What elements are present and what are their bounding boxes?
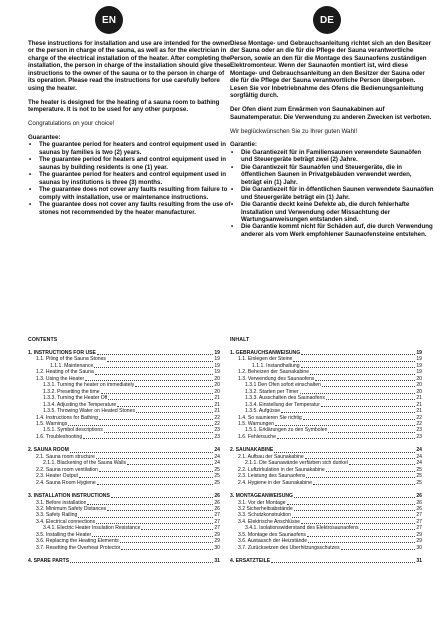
toc-page-number: 23: [416, 427, 422, 434]
toc-entry-title: 3.4.1. Isolationswiderstand des Elektrosaunaofens: [245, 525, 359, 532]
toc-dot-leader: [127, 464, 213, 465]
toc-page-number: 22: [416, 420, 422, 427]
toc-dot-leader: [310, 374, 415, 375]
toc-entry[interactable]: [230, 434, 422, 440]
toc-dot-leader: [120, 542, 214, 543]
toc-page-number: 27: [214, 512, 220, 519]
toc-dot-leader: [87, 504, 213, 505]
toc-page-number: 30: [416, 544, 422, 551]
toc-page-number: 24: [416, 453, 422, 460]
toc-entry-title: 1.5.1. Symbol descriptions: [43, 427, 103, 434]
toc-dot-leader: [292, 517, 415, 518]
toc-dot-leader: [104, 432, 214, 433]
toc-page-number: 21: [416, 395, 422, 402]
toc-page-number: 22: [214, 414, 220, 421]
toc-entry-title: 3.6. Replacing the Heating Elements: [36, 538, 119, 545]
toc-dot-leader: [349, 464, 416, 465]
toc-entry-title: 1.3.3. Turning the Heater Off: [43, 395, 108, 402]
toc-dot-leader: [96, 523, 213, 524]
toc-page-number: 20: [416, 388, 422, 395]
toc-page-number: 25: [416, 479, 422, 486]
toc-entry-title: 2.3. Heater Output: [36, 473, 78, 480]
english-column: [28, 40, 232, 216]
toc-dot-leader: [306, 477, 415, 478]
toc-dot-leader: [307, 536, 415, 537]
contents-title: CONTENTS: [28, 337, 58, 343]
toc-page-number: 27: [214, 525, 220, 532]
toc-entry-title: 3.3. Safety Railing: [36, 512, 78, 519]
toc-dot-leader: [101, 393, 214, 394]
toc-entry-title: 4. ERSATZTEILE: [230, 558, 271, 565]
toc-page-number: 20: [214, 382, 220, 389]
toc-dot-leader: [107, 510, 213, 511]
toc-page-number: 19: [416, 362, 422, 369]
toc-dot-leader: [326, 471, 416, 472]
contents-en: [28, 337, 220, 572]
toc-entry-title: 2.1. Sauna room structure: [36, 453, 95, 460]
toc-dot-leader: [97, 354, 213, 355]
toc-dot-leader: [294, 510, 416, 511]
toc-dot-leader: [315, 380, 415, 381]
toc-page-number: 27: [416, 518, 422, 525]
toc-section: [28, 558, 220, 564]
toc-page-number: 21: [416, 408, 422, 415]
toc-entry-title: 1. GEBRAUCHSANWEISUNG: [230, 350, 301, 356]
guarantee-item: • Die Garantiezeit für in Familiensaunen verwendete Saunaöfen und Steuergeräte beträgt zwei (2) Jahre.: [230, 149, 434, 164]
toc-entry[interactable]: [28, 480, 220, 486]
toc-dot-leader: [83, 438, 213, 439]
toc-page-number: 20: [214, 375, 220, 382]
toc-page-number: 24: [416, 460, 422, 467]
language-badge-de: DE: [313, 6, 341, 34]
toc-entry-title: 1.5. Warnings: [36, 420, 68, 427]
toc-page-number: 24: [214, 453, 220, 460]
toc-dot-leader: [328, 432, 415, 433]
toc-entry-title: 3. MONTAGEANWEISUNG: [230, 493, 294, 500]
toc-dot-leader: [121, 549, 213, 550]
toc-entry-title: 2.4. Sauna Room Hygiene: [36, 479, 96, 486]
toc-page-number: 19: [214, 362, 220, 369]
toc-entry-title: 4. SPARE PARTS: [28, 558, 70, 565]
toc-page-number: 29: [416, 538, 422, 545]
toc-page-number: 19: [214, 356, 220, 363]
toc-entry[interactable]: [28, 545, 220, 551]
toc-entry-title: 1.3.4. Einstellung der Temperatur: [245, 401, 320, 408]
toc-entry-title: 3.4. Electrical connections: [36, 518, 96, 525]
german-column: [230, 40, 434, 238]
toc-dot-leader: [271, 562, 415, 563]
toc-page-number: 22: [214, 420, 220, 427]
guarantee-item: • Die Garantiezeit für Saunaöfen und Steuergeräte, die in öffentlichen Saunen in Privatgebäuden verwendet werden, beträgt ein (1) Jahr.: [230, 164, 434, 186]
toc-dot-leader: [136, 412, 213, 413]
toc-entry-title: 1.1. Einlegen der Steine: [238, 356, 293, 363]
toc-dot-leader: [341, 549, 416, 550]
toc-entry[interactable]: [28, 558, 220, 564]
guarantee-item: • The guarantee does not cover any faults resulting from the use of stones not recommended by the heater manufacturer.: [28, 201, 232, 216]
toc-dot-leader: [135, 386, 213, 387]
toc-page-number: 20: [416, 375, 422, 382]
toc-page-number: 25: [416, 473, 422, 480]
toc-entry-title: 1.3. Verwendung des Saunaofens: [238, 375, 315, 382]
guarantee-item: • Die Garantiezeit für in öffentlichen Saunen verwendete Saunaöfen und Steuergeräte beträgt ein (1) Jahr.: [230, 186, 434, 201]
toc-entry-title: 1.2. Heating of the Sauna: [36, 369, 94, 376]
toc-dot-leader: [99, 471, 213, 472]
toc-page-number: 19: [214, 350, 220, 356]
toc-entry-title: 1.5. Warnungen: [238, 420, 275, 427]
toc-entry-title: 1.3.2. Starten per Timer: [245, 388, 299, 395]
toc-entry-title: 3.4.1. Electric Heater Insulation Resistance: [43, 525, 141, 532]
toc-entry[interactable]: [28, 434, 220, 440]
toc-entry-title: 1.3. Using the Heater: [36, 375, 85, 382]
toc-entry[interactable]: [230, 545, 422, 551]
toc-dot-leader: [95, 374, 214, 375]
toc-dot-leader: [99, 419, 213, 420]
guarantee-item: • Die Garantie deckt keine Defekte ab, die durch fehlerhafte Installation und Verwendung oder Missachtung der Wartungsanweisungen entstanden sind.: [230, 201, 434, 223]
toc-page-number: 25: [214, 473, 220, 480]
toc-page-number: 19: [416, 350, 422, 356]
toc-entry-title: 1.3.5. Throwing Water on Heated Stones: [43, 408, 136, 415]
toc-dot-leader: [301, 354, 415, 355]
toc-dot-leader: [294, 497, 415, 498]
toc-entry-title: 1.6. Troubleshooting: [36, 433, 83, 440]
toc-dot-leader: [301, 523, 415, 524]
toc-page-number: 24: [214, 447, 220, 454]
toc-page-number: 29: [214, 531, 220, 538]
toc-dot-leader: [301, 367, 416, 368]
toc-page-number: 23: [416, 433, 422, 440]
toc-dot-leader: [117, 406, 213, 407]
toc-dot-leader: [68, 425, 213, 426]
toc-page-number: 21: [416, 401, 422, 408]
toc-page-number: 26: [416, 505, 422, 512]
toc-dot-leader: [70, 562, 213, 563]
guarantee-item: • The guarantee period for heaters and control equipment used in saunas by building residents is one (1) year.: [28, 156, 232, 171]
toc-page-number: 19: [214, 369, 220, 376]
toc-section: [230, 558, 422, 564]
toc-page-number: 27: [214, 518, 220, 525]
toc-entry-title: 1.1.1. Instandhaltung: [252, 362, 300, 369]
toc-page-number: 22: [416, 414, 422, 421]
toc-page-number: 27: [416, 525, 422, 532]
toc-section: [28, 447, 220, 486]
toc-entry-title: 3.7. Zurücksetzen des Überhitzungsschutzes: [238, 544, 340, 551]
toc-page-number: 29: [416, 531, 422, 538]
toc-page-number: 23: [214, 427, 220, 434]
toc-entry-title: 1.3.2. Presetting the time: [43, 388, 100, 395]
guarantee-heading: Garantie:: [230, 141, 257, 149]
guarantee-item: • The guarantee period for heaters and control equipment used in saunas by families is two (2) years.: [28, 141, 232, 156]
toc-entry[interactable]: [230, 480, 422, 486]
toc-page-number: 26: [214, 505, 220, 512]
intro-paragraph: Diese Montage- und Gebrauchsanleitung richtet sich an den Besitzer der Sauna oder an die für die Pflege der Sauna verantwortliche Person, sowie an den für die Montage des Saunaofens zuständigen Elektromonteur. Wenn der Saunaofen montiert ist, wird diese Montage- und Gebrauchsanleitung an den Besitzer der Sauna oder die für die Pflege der Sauna verantwortliche Person übergeben. Lesen Sie vor Inbetriebnahme des Ofens die Bedienungsanleitung sorgfältig durch.: [230, 40, 431, 100]
toc-entry-title: 1.3.3. Ausschalten des Saunaofens: [245, 395, 325, 402]
toc-page-number: 24: [416, 447, 422, 454]
toc-page-number: 26: [416, 499, 422, 506]
toc-page-number: 20: [416, 382, 422, 389]
toc-entry-title: 1.5.1. Erklärungen zu den Symbolen: [245, 427, 328, 434]
toc-entry-title: 3.7. Resetting the Overheat Protector: [36, 544, 121, 551]
toc-dot-leader: [92, 536, 213, 537]
toc-dot-leader: [108, 399, 213, 400]
toc-section: [230, 350, 422, 440]
toc-page-number: 26: [214, 493, 220, 500]
toc-page-number: 29: [214, 538, 220, 545]
toc-page-number: 19: [416, 369, 422, 376]
toc-page-number: 20: [214, 388, 220, 395]
toc-dot-leader: [326, 399, 415, 400]
toc-page-number: 30: [214, 544, 220, 551]
toc-entry-title: 1.4. Instructions for Bathing: [36, 414, 99, 421]
toc-dot-leader: [94, 367, 213, 368]
toc-page-number: 26: [214, 499, 220, 506]
toc-page-number: 26: [416, 493, 422, 500]
toc-dot-leader: [79, 477, 213, 478]
toc-entry[interactable]: [230, 558, 422, 564]
toc-entry-title: 1.3.4. Adjusting the Temperature: [43, 401, 117, 408]
toc-dot-leader: [281, 412, 415, 413]
toc-entry-title: 2.3. Leistung des Saunaofens: [238, 473, 306, 480]
toc-page-number: 25: [214, 466, 220, 473]
toc-entry-title: 2. SAUNAKABINE: [230, 447, 274, 454]
toc-dot-leader: [303, 419, 416, 420]
contents-title: INHALT: [230, 337, 250, 343]
guarantee-item: • Die Garantie kommt nicht für Schäden auf, die durch Verwendung anderer als vom Werk empfohlener Saunaofensteine entstehen.: [230, 223, 434, 238]
toc-dot-leader: [277, 438, 415, 439]
purpose-paragraph: Der Ofen dient zum Erwärmen von Saunakabinen auf Saunatemperatur. Die Verwendung zu anderen Zwecken ist verboten.: [230, 106, 432, 121]
toc-dot-leader: [305, 458, 416, 459]
toc-entry-title: 2.1.1. Blackening of the Sauna Walls: [43, 460, 127, 467]
toc-entry-title: 2.1.1. Die Saunawände verfärben sich dunkel: [245, 460, 348, 467]
toc-entry-title: 2. SAUNA ROOM: [28, 447, 69, 454]
purpose-paragraph: The heater is designed for the heating of a sauna room to bathing temperature. It is not to be used for any other purpose.: [28, 98, 220, 114]
toc-dot-leader: [287, 504, 416, 505]
toc-entry-title: 1.3.1. Turning the heater on immediately: [43, 382, 135, 389]
toc-entry-title: 3.2. Minimum Safety Distances: [36, 505, 107, 512]
toc-page-number: 21: [214, 408, 220, 415]
toc-page-number: 31: [214, 558, 220, 565]
toc-dot-leader: [313, 484, 415, 485]
toc-entry-title: 3.5. Installing the Heater: [36, 531, 92, 538]
guarantee-list: [230, 149, 434, 238]
toc-entry-title: 3.1. Before installation: [36, 499, 87, 506]
toc-dot-leader: [111, 497, 213, 498]
toc-page-number: 24: [214, 460, 220, 467]
toc-entry-title: 3.3. Schutzkonstruktion: [238, 512, 291, 519]
toc-dot-leader: [70, 452, 213, 453]
toc-section: [230, 447, 422, 486]
toc-dot-leader: [321, 406, 415, 407]
toc-dot-leader: [107, 361, 213, 362]
toc-dot-leader: [78, 517, 213, 518]
toc-page-number: 19: [416, 356, 422, 363]
toc-entry-title: 2.2. Luftzirkulation in der Saunakabine: [238, 466, 325, 473]
toc-page-number: 21: [214, 401, 220, 408]
toc-entry-title: 1.3.5. Aufgüsse: [245, 408, 281, 415]
toc-entry-title: 3.6. Austausch der Heizstände: [238, 538, 308, 545]
toc-entry-title: 3.5. Montage des Saunaofens: [238, 531, 306, 538]
toc-entry-title: 2.1. Aufbau der Saunakabine: [238, 453, 304, 460]
toc-section: [230, 493, 422, 551]
toc-dot-leader: [293, 361, 415, 362]
toc-entry-title: 1.6. Fehlersuche: [238, 433, 276, 440]
toc-entry-title: 3.4. Elektrische Anschlüsse: [238, 518, 301, 525]
toc-dot-leader: [300, 393, 416, 394]
toc-entry-title: 1.2. Beheizen der Saunakabine: [238, 369, 310, 376]
toc-page-number: 27: [416, 512, 422, 519]
congratulations-text: Wir beglückwünschen Sie zu Ihrer guten Wahl!: [230, 127, 358, 135]
toc-dot-leader: [85, 380, 213, 381]
toc-page-number: 21: [214, 395, 220, 402]
toc-section: [28, 350, 220, 440]
intro-paragraph: These instructions for installation and use are intended for the owner or the person in charge of the sauna, as well as for the electrician in charge of the electrical installation of the heater. After completing the installation, the person in charge of the installation should give these instructions to the owner of the sauna or to the person in charge of its operation. Please read the instructions for use carefully before using the heater.: [28, 40, 231, 92]
guarantee-list: [28, 141, 232, 216]
toc-dot-leader: [97, 484, 214, 485]
toc-entry-title: 3.2 Sicherheitsabstände: [238, 505, 293, 512]
toc-entry-title: 1. INSTRUCTIONS FOR USE: [28, 350, 96, 356]
toc-entry-title: 3. INSTALLATION INSTRUCTIONS: [28, 493, 110, 500]
congratulations-text: Congratulations on your choice!: [28, 120, 115, 128]
language-badge-en: EN: [95, 6, 123, 34]
guarantee-item: • The guarantee does not cover any faults resulting from failure to comply with installation, use or maintenance instructions.: [28, 186, 232, 201]
toc-entry-title: 1.1. Piling of the Sauna Stones: [36, 356, 106, 363]
guarantee-item: • The guarantee period for heaters and control equipment used in saunas by institutions is three (3) months.: [28, 171, 232, 186]
toc-entry-title: 1.4. So saunieren Sie richtig: [238, 414, 302, 421]
toc-dot-leader: [360, 529, 416, 530]
toc-dot-leader: [274, 452, 415, 453]
toc-page-number: 31: [416, 558, 422, 565]
contents-de: [230, 337, 422, 572]
guarantee-heading: Guarantee:: [28, 134, 61, 142]
toc-dot-leader: [308, 542, 415, 543]
toc-section: [28, 493, 220, 551]
toc-page-number: 25: [416, 466, 422, 473]
toc-dot-leader: [96, 458, 213, 459]
toc-entry-title: 2.4. Hygiene in der Saunakabine: [238, 479, 312, 486]
toc-entry-title: 1.3.1 Den Ofen sofort einschalten: [245, 382, 321, 389]
toc-dot-leader: [322, 386, 415, 387]
toc-dot-leader: [141, 529, 213, 530]
toc-dot-leader: [275, 425, 415, 426]
toc-entry-title: 1.1.1. Maintenance: [50, 362, 94, 369]
toc-page-number: 25: [214, 479, 220, 486]
toc-page-number: 23: [214, 433, 220, 440]
toc-entry-title: 2.2. Sauna room ventilation: [36, 466, 99, 473]
toc-entry-title: 3.1. Vor der Montage: [238, 499, 286, 506]
